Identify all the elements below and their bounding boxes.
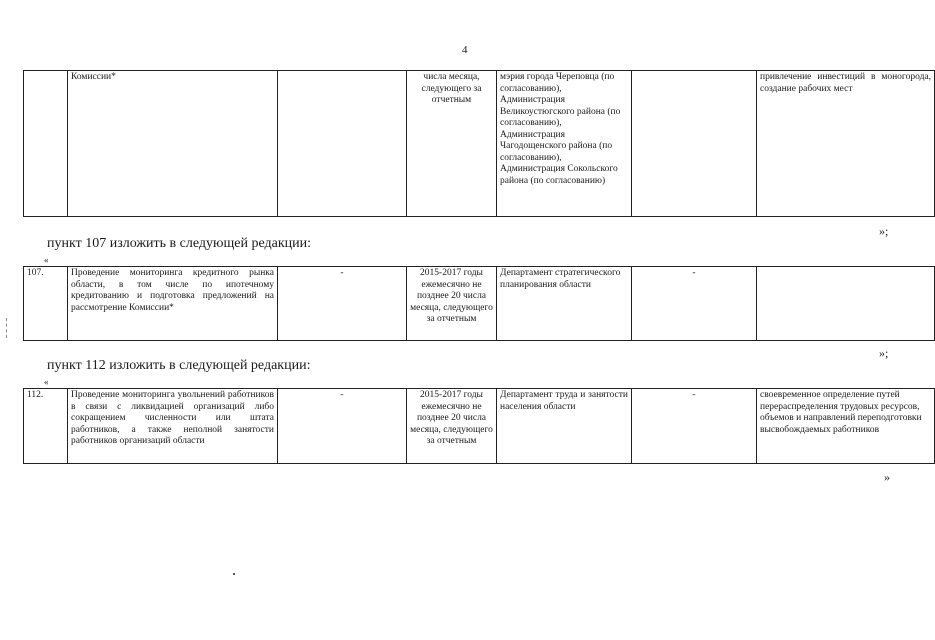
scan-margin-marks [6, 318, 8, 338]
heading-item-107: пункт 107 изложить в следующей редакции: [47, 236, 311, 251]
table-row [24, 389, 935, 464]
cell-term: 2015-2017 годы ежемесячно не позднее 20 числа месяца, следующего за отчетным [407, 389, 497, 464]
heading-item-112: пункт 112 изложить в следующей редакции: [47, 358, 311, 373]
opening-quote: « [44, 255, 49, 265]
cell-col-f: - [632, 389, 757, 464]
table-row [24, 71, 935, 217]
table-item-107 [23, 266, 935, 341]
cell-col-b: - [278, 389, 407, 464]
cell-executor: мэрия города Череповца (по согласованию), Администрация Великоустюгского района (по согласованию), Администрация Чагодощенского района (по согласованию), Администрация Сокольского района (по согласованию) [497, 71, 632, 217]
cell-col-b [278, 71, 407, 217]
table-row [24, 267, 935, 341]
table-continuation [23, 70, 935, 217]
cell-col-f: - [632, 267, 757, 341]
closing-quote: » [884, 470, 890, 484]
scan-speck [233, 573, 235, 575]
cell-name: Проведение мониторинга кредитного рынка области, в том числе по ипотечному кредитованию и подготовка предложений на рассмотрение Комиссии* [68, 267, 278, 341]
cell-col-f [632, 71, 757, 217]
cell-executor: Департамент стратегического планирования области [497, 267, 632, 341]
table-item-112 [23, 388, 935, 464]
closing-quote: »; [879, 346, 889, 360]
cell-num: 112. [24, 389, 68, 464]
cell-num: 107. [24, 267, 68, 341]
cell-executor: Департамент труда и занятости населения области [497, 389, 632, 464]
cell-name: Комиссии* [68, 71, 278, 217]
page-number: 4 [462, 44, 468, 56]
closing-quote: »; [879, 224, 889, 238]
cell-result: привлечение инвестиций в моногорода, создание рабочих мест [757, 71, 935, 217]
cell-result [757, 267, 935, 341]
cell-result: своевременное определение путей перераспределения трудовых ресурсов, объемов и направлений переподготовки высвобождаемых работников [757, 389, 935, 464]
cell-col-b: - [278, 267, 407, 341]
cell-num [24, 71, 68, 217]
opening-quote: « [44, 377, 49, 387]
cell-term: 2015-2017 годы ежемесячно не позднее 20 числа месяца, следующего за отчетным [407, 267, 497, 341]
cell-term: числа месяца, следующего за отчетным [407, 71, 497, 217]
cell-name: Проведение мониторинга увольнений работников в связи с ликвидацией организаций либо сокращением численности или штата работников, а также неполной занятости работников организаций области [68, 389, 278, 464]
